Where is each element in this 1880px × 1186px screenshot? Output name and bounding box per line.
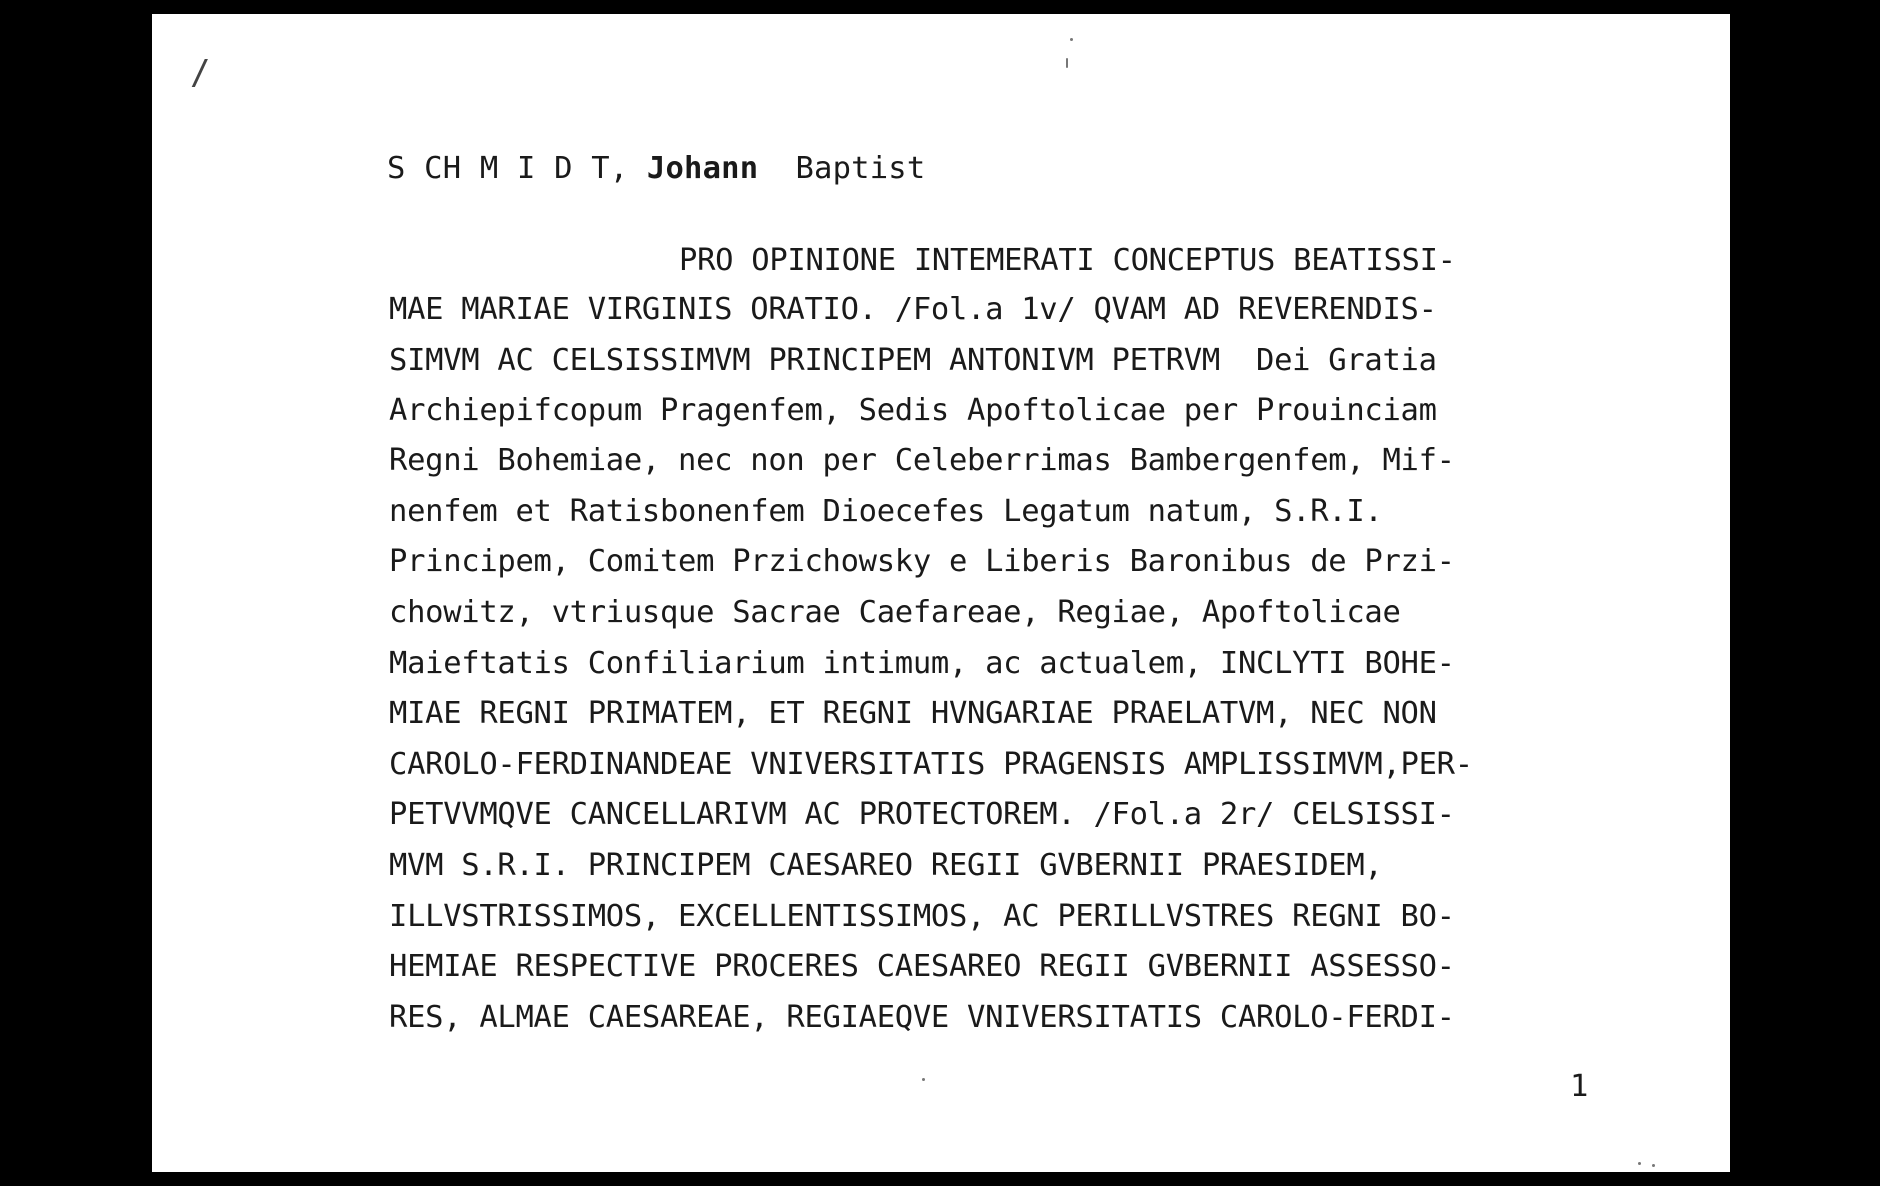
margin-mark: / [190,53,211,93]
page-number: 1 [1570,1069,1589,1104]
paper-sheet [152,14,1730,1172]
catalog-entry-text [389,243,1473,1035]
text-line: Maieftatis Confiliarium intimum, ac actualem, INCLYTI BOHE- [389,646,1455,681]
text-line: nenfem et Ratisbonenfem Dioecefes Legatum natum, S.R.I. [389,494,1383,529]
scan-speck [922,1078,925,1081]
text-line: RES, ALMAE CAESAREAE, REGIAEQVE VNIVERSITATIS CAROLO-FERDI- [389,1000,1455,1035]
text-line: MVM S.R.I. PRINCIPEM CAESAREO REGII GVBERNII PRAESIDEM, [389,848,1383,883]
scan-speck [1652,1164,1655,1167]
text-line: Regni Bohemiae, nec non per Celeberrimas Bambergenfem, Mif- [389,443,1455,478]
text-line: HEMIAE RESPECTIVE PROCERES CAESAREO REGII GVBERNII ASSESSO- [389,949,1455,984]
text-line: MAE MARIAE VIRGINIS ORATIO. /Fol.a 1v/ QVAM AD REVERENDIS- [389,292,1437,327]
author-surname: S CH M I D T, [387,151,629,186]
author-heading [387,151,926,186]
scan-speck [1638,1162,1641,1165]
text-line: MIAE REGNI PRIMATEM, ET REGNI HVNGARIAE PRAELATVM, NEC NON [389,696,1437,731]
text-line: SIMVM AC CELSISSIMVM PRINCIPEM ANTONIVM PETRVM Dei Gratia [389,343,1437,378]
text-line: PRO OPINIONE INTEMERATI CONCEPTUS BEATISSI- [679,243,1456,278]
text-line: PETVVMQVE CANCELLARIVM AC PROTECTOREM. /Fol.a 2r/ CELSISSI- [389,797,1455,832]
text-line: Archiepifcopum Pragenfem, Sedis Apoftolicae per Prouinciam [389,393,1437,428]
scan-speck [1070,38,1073,41]
scan-speck [1066,58,1068,68]
text-line: CAROLO-FERDINANDEAE VNIVERSITATIS PRAGENSIS AMPLISSIMVM,PER- [389,747,1473,782]
text-line: chowitz, vtriusque Sacrae Caefareae, Regiae, Apoftolicae [389,595,1401,630]
author-given-name: Johann [646,151,759,186]
text-line: ILLVSTRISSIMOS, EXCELLENTISSIMOS, AC PERILLVSTRES REGNI BO- [389,899,1455,934]
text-line: Principem, Comitem Przichowsky e Liberis Baronibus de Przi- [389,544,1455,579]
author-middle-name: Baptist [795,151,926,186]
